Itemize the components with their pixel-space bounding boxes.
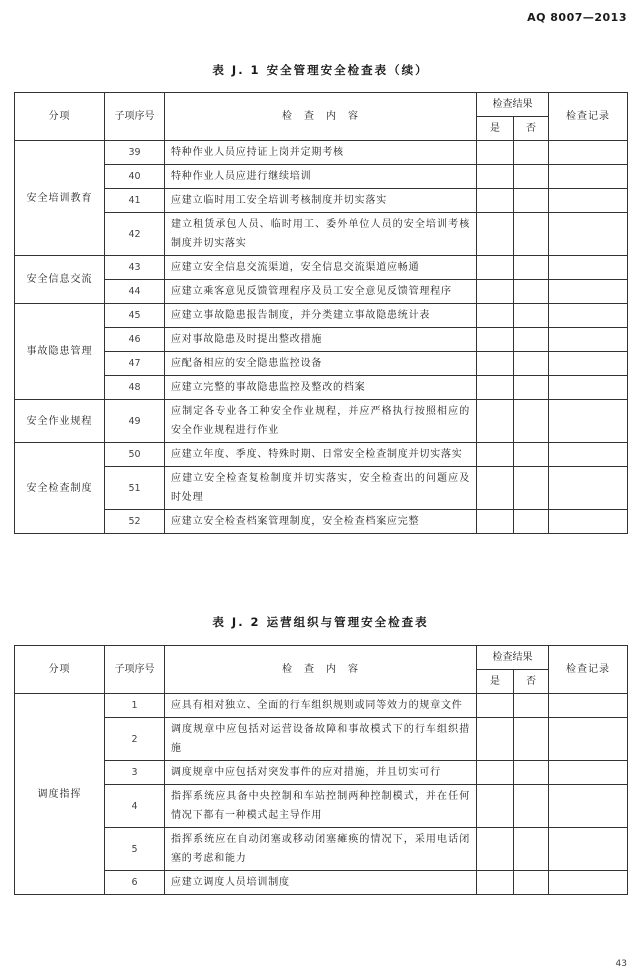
item-number: 46 [105,328,165,352]
col-header-yes: 是 [477,117,514,141]
col-header-record: 检查记录 [549,646,628,694]
table2-title: 表 J. 2 运营组织与管理安全检查表 [212,615,429,629]
record-cell[interactable] [549,256,628,280]
result-no-cell[interactable] [514,510,549,534]
result-no-cell[interactable] [514,304,549,328]
record-cell[interactable] [549,718,628,761]
result-yes-cell[interactable] [477,352,514,376]
check-content: 建立租赁承包人员、临时用工、委外单位人员的安全培训考核制度并切实落实 [165,213,477,256]
table-row [15,256,628,280]
record-cell[interactable] [549,376,628,400]
result-no-cell[interactable] [514,443,549,467]
result-yes-cell[interactable] [477,280,514,304]
record-cell[interactable] [549,141,628,165]
check-content: 应建立安全检查复检制度并切实落实，安全检查出的问题应及时处理 [165,467,477,510]
result-no-cell[interactable] [514,376,549,400]
check-content: 特种作业人员应进行继续培训 [165,165,477,189]
col-header-no: 否 [514,670,549,694]
col-header-index: 子项序号 [105,646,165,694]
col-header-no: 否 [514,117,549,141]
col-header-record: 检查记录 [549,93,628,141]
item-number: 48 [105,376,165,400]
check-content: 应建立完整的事故隐患监控及整改的档案 [165,376,477,400]
col-header-yes: 是 [477,670,514,694]
table-row [15,467,628,510]
result-yes-cell[interactable] [477,694,514,718]
col-header-content: 检 查 内 容 [165,646,477,694]
result-no-cell[interactable] [514,718,549,761]
item-number: 47 [105,352,165,376]
record-cell[interactable] [549,443,628,467]
table-row [15,352,628,376]
result-yes-cell[interactable] [477,828,514,871]
check-content: 应对事故隐患及时提出整改措施 [165,328,477,352]
result-yes-cell[interactable] [477,718,514,761]
item-number: 52 [105,510,165,534]
record-cell[interactable] [549,510,628,534]
result-no-cell[interactable] [514,871,549,895]
category-cell: 安全检查制度 [15,443,105,534]
table-row [15,400,628,443]
check-content: 调度规章中应包括对运营设备故障和事故模式下的行车组织措施 [165,718,477,761]
col-header-category: 分项 [15,93,105,141]
record-cell[interactable] [549,280,628,304]
item-number: 43 [105,256,165,280]
result-yes-cell[interactable] [477,141,514,165]
result-no-cell[interactable] [514,189,549,213]
result-no-cell[interactable] [514,785,549,828]
result-no-cell[interactable] [514,761,549,785]
table1 [14,92,628,534]
item-number: 51 [105,467,165,510]
result-yes-cell[interactable] [477,400,514,443]
record-cell[interactable] [549,352,628,376]
item-number: 50 [105,443,165,467]
check-content: 应具有相对独立、全面的行车组织规则或同等效力的规章文件 [165,694,477,718]
item-number: 6 [105,871,165,895]
check-content: 应建立事故隐患报告制度，并分类建立事故隐患统计表 [165,304,477,328]
record-cell[interactable] [549,328,628,352]
item-number: 4 [105,785,165,828]
check-content: 应建立临时用工安全培训考核制度并切实落实 [165,189,477,213]
result-no-cell[interactable] [514,141,549,165]
check-content: 应建立年度、季度、特殊时期、日常安全检查制度并切实落实 [165,443,477,467]
col-header-index: 子项序号 [105,93,165,141]
record-cell[interactable] [549,828,628,871]
item-number: 1 [105,694,165,718]
result-no-cell[interactable] [514,256,549,280]
table-row [15,718,628,761]
result-yes-cell[interactable] [477,761,514,785]
result-no-cell[interactable] [514,165,549,189]
table-row [15,280,628,304]
result-no-cell[interactable] [514,694,549,718]
category-cell: 安全作业规程 [15,400,105,443]
result-yes-cell[interactable] [477,785,514,828]
result-yes-cell[interactable] [477,213,514,256]
col-header-result: 检查结果 [477,93,549,117]
result-yes-cell[interactable] [477,467,514,510]
table-row [15,304,628,328]
table-row [15,510,628,534]
standard-code: AQ 8007—2013 [527,11,627,24]
category-cell: 事故隐患管理 [15,304,105,400]
check-content: 调度规章中应包括对突发事件的应对措施，并且切实可行 [165,761,477,785]
item-number: 2 [105,718,165,761]
result-no-cell[interactable] [514,828,549,871]
category-cell: 安全培训教育 [15,141,105,256]
check-content: 应建立安全信息交流渠道，安全信息交流渠道应畅通 [165,256,477,280]
table-row [15,141,628,165]
table2 [14,645,628,895]
record-cell[interactable] [549,189,628,213]
item-number: 41 [105,189,165,213]
col-header-content: 检 查 内 容 [165,93,477,141]
result-no-cell[interactable] [514,352,549,376]
item-number: 40 [105,165,165,189]
record-cell[interactable] [549,165,628,189]
check-content: 应建立乘客意见反馈管理程序及员工安全意见反馈管理程序 [165,280,477,304]
result-yes-cell[interactable] [477,443,514,467]
check-content: 应建立调度人员培训制度 [165,871,477,895]
item-number: 44 [105,280,165,304]
table-row [15,443,628,467]
item-number: 42 [105,213,165,256]
result-yes-cell[interactable] [477,510,514,534]
result-no-cell[interactable] [514,400,549,443]
item-number: 5 [105,828,165,871]
table-row [15,761,628,785]
result-yes-cell[interactable] [477,376,514,400]
result-no-cell[interactable] [514,467,549,510]
result-yes-cell[interactable] [477,871,514,895]
result-yes-cell[interactable] [477,328,514,352]
check-content: 指挥系统应在自动闭塞或移动闭塞瘫痪的情况下，采用电话闭塞的考虑和能力 [165,828,477,871]
check-content: 特种作业人员应持证上岗并定期考核 [165,141,477,165]
table-row [15,165,628,189]
table-row [15,189,628,213]
table-row [15,213,628,256]
item-number: 39 [105,141,165,165]
result-no-cell[interactable] [514,213,549,256]
col-header-category: 分项 [15,646,105,694]
table-row [15,328,628,352]
page-number: 43 [615,959,627,969]
record-cell[interactable] [549,761,628,785]
check-content: 应建立安全检查档案管理制度，安全检查档案应完整 [165,510,477,534]
record-cell[interactable] [549,694,628,718]
result-yes-cell[interactable] [477,189,514,213]
check-content: 应制定各专业各工种安全作业规程，并应严格执行按照相应的安全作业规程进行作业 [165,400,477,443]
table-row [15,828,628,871]
record-cell[interactable] [549,871,628,895]
record-cell[interactable] [549,785,628,828]
check-content: 指挥系统应具备中央控制和车站控制两种控制模式，并在任何情况下都有一种模式起主导作用 [165,785,477,828]
result-no-cell[interactable] [514,328,549,352]
table1-title: 表 J. 1 安全管理安全检查表（续） [212,63,429,77]
item-number: 49 [105,400,165,443]
col-header-result: 检查结果 [477,646,549,670]
item-number: 45 [105,304,165,328]
record-cell[interactable] [549,304,628,328]
result-yes-cell[interactable] [477,256,514,280]
table-row [15,785,628,828]
result-yes-cell[interactable] [477,165,514,189]
category-cell: 调度指挥 [15,694,105,895]
result-yes-cell[interactable] [477,304,514,328]
item-number: 3 [105,761,165,785]
check-content: 应配备相应的安全隐患监控设备 [165,352,477,376]
result-no-cell[interactable] [514,280,549,304]
table-row [15,694,628,718]
category-cell: 安全信息交流 [15,256,105,304]
record-cell[interactable] [549,467,628,510]
record-cell[interactable] [549,213,628,256]
table-row [15,871,628,895]
table-row [15,376,628,400]
record-cell[interactable] [549,400,628,443]
